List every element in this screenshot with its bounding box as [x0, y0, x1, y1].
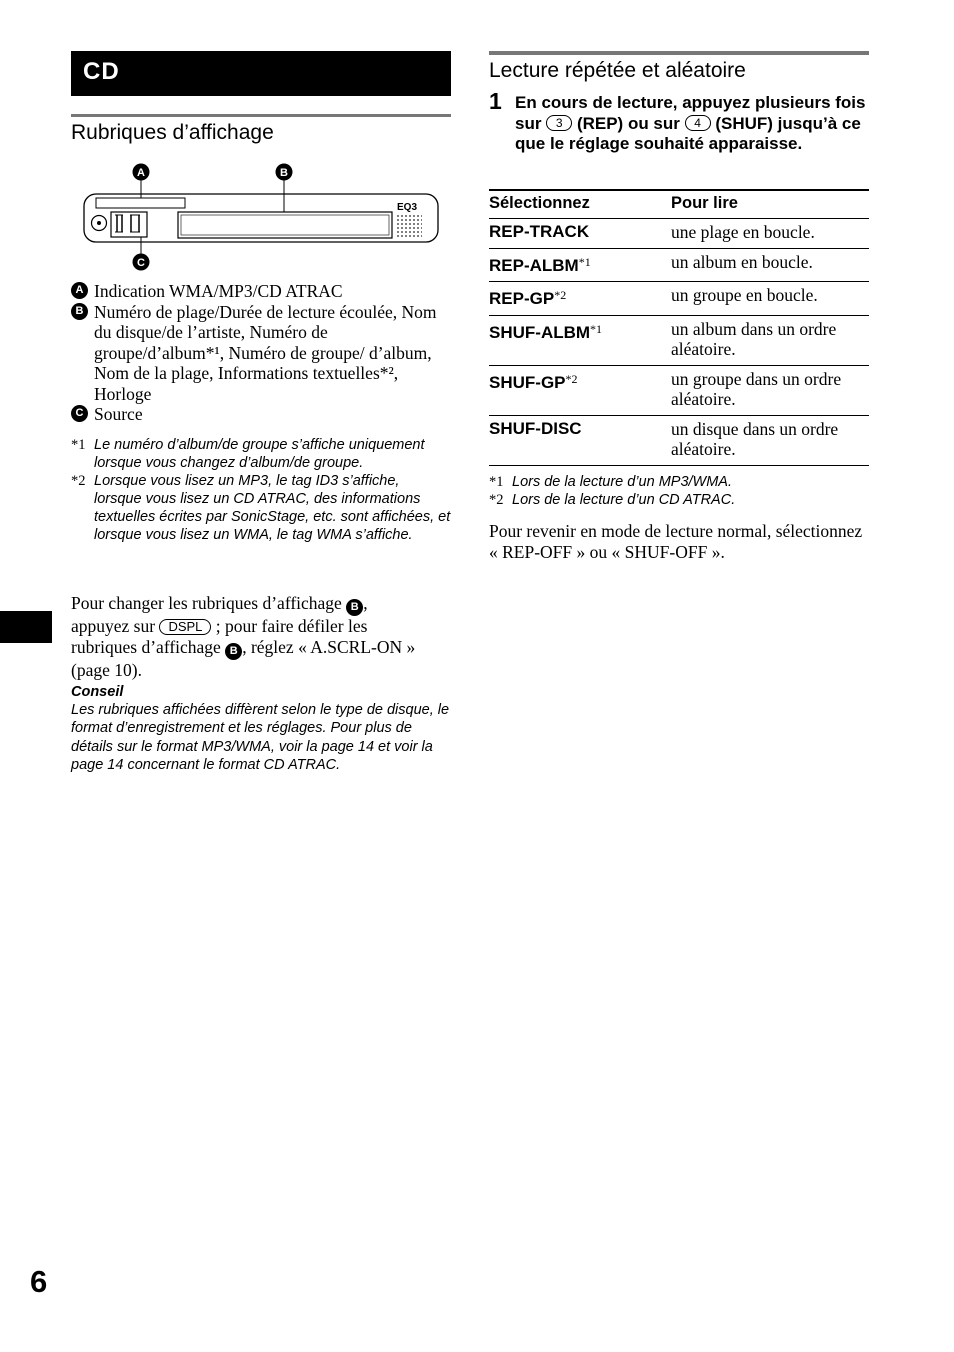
display-instruction	[71, 593, 416, 680]
display-diagram	[82, 160, 444, 272]
svg-text:A: A	[137, 167, 145, 179]
mode-cell: REP-ALBM$^{*1}$	[489, 248, 671, 282]
mode-cell: SHUF-DISC	[489, 415, 671, 465]
table-row	[489, 415, 869, 465]
description-cell: un groupe en boucle.	[671, 282, 869, 316]
description-cell: un disque dans un ordre aléatoire.	[671, 415, 869, 465]
mode-cell: SHUF-ALBM$^{*1}$	[489, 315, 671, 365]
marker-b: B	[225, 643, 242, 660]
instruction-text: Pour changer les rubriques d’affichage	[71, 593, 342, 613]
table-row	[489, 248, 869, 282]
tip-text: Les rubriques affichées diffèrent selon le type de disque, le format d’enregistrement et les réglages. Pour plus de détails sur le format MP3/WMA, voir la page 14 et voir la page 14 concernant le format CD ATRAC.	[71, 702, 450, 773]
description-cell: un album en boucle.	[671, 248, 869, 282]
repeat-shuffle-heading: Lecture répétée et aléatoire	[489, 59, 746, 82]
marker-b: B	[346, 599, 363, 616]
description-cell: un album dans un ordre aléatoire.	[671, 315, 869, 365]
footnote-mark: *1	[489, 474, 504, 490]
step-text-part: (REP) ou sur	[576, 113, 680, 133]
text-area	[178, 212, 392, 238]
play-mode-table	[489, 189, 869, 466]
mode-cell: SHUF-GP$^{*2}$	[489, 365, 671, 415]
footnote-mark: *2	[489, 492, 504, 508]
callout-b	[276, 164, 293, 181]
mode-cell: REP-TRACK	[489, 219, 671, 249]
table-row	[489, 219, 869, 249]
legend-item	[71, 302, 451, 405]
footnote-ref: *2	[554, 288, 567, 302]
svg-text:B: B	[280, 167, 288, 179]
marker-a: A	[71, 282, 88, 299]
footnote-text: Lorsque vous lisez un MP3, le tag ID3 s’affiche, lorsque vous lisez un CD ATRAC, des informations textuelles écrites par SonicStage, etc. sont affichées, et lorsque vous lisez un WMA, le tag WMA s’affiche.	[94, 473, 451, 543]
col-header-select: Sélectionnez	[489, 190, 671, 219]
callout-a	[133, 164, 150, 181]
footnote	[489, 473, 869, 491]
footnote	[489, 491, 869, 509]
step-text	[515, 93, 869, 155]
legend-item	[71, 281, 451, 302]
marker-b: B	[71, 303, 88, 320]
legend-text: Numéro de plage/Durée de lecture écoulée, Nom du disque/de l’artiste, Numéro de groupe/d’album*¹, Numéro de groupe/ d’album, Nom de la plage, Informations textuelles*², Horloge	[94, 301, 437, 404]
section-title: CD	[83, 58, 120, 85]
instruction-text: ; pour faire défiler les rubriques d’affichage	[71, 616, 368, 657]
instruction-text: , appuyez sur	[71, 593, 368, 636]
indication-strip	[96, 198, 185, 208]
table-header-row	[489, 190, 869, 219]
legend-text: Indication WMA/MP3/CD ATRAC	[94, 281, 343, 301]
display-legend	[71, 281, 451, 425]
description-cell: une plage en boucle.	[671, 219, 869, 249]
col-header-play: Pour lire	[671, 190, 869, 219]
step-text-part: (SHUF) jusqu’à ce que le réglage souhaité apparaisse.	[515, 113, 861, 153]
footnote-text: Lors de la lecture d’un MP3/WMA.	[512, 474, 733, 490]
dspl-key: DSPL	[159, 619, 211, 635]
legend-item	[71, 404, 451, 425]
heading-rule	[489, 51, 869, 55]
tip-box	[71, 683, 451, 774]
return-normal-text: Pour revenir en mode de lecture normal, sélectionnez « REP-OFF » ou « SHUF-OFF ».	[489, 521, 863, 562]
key-3: 3	[546, 115, 572, 131]
instruction-text: , réglez « A.SCRL-ON » (page 10).	[71, 636, 416, 680]
step-1	[489, 90, 869, 155]
key-4: 4	[685, 115, 711, 131]
footnote-text: Lors de la lecture d’un CD ATRAC.	[512, 492, 736, 508]
footnote	[71, 436, 451, 472]
footnote-ref: *1	[578, 254, 591, 269]
legend-text: Source	[94, 404, 143, 424]
right-footnotes	[489, 473, 869, 509]
footnote-ref: *1	[590, 321, 603, 336]
footnote-mark: *2	[71, 473, 86, 489]
marker-c: C	[71, 405, 88, 422]
tip-title: Conseil	[71, 684, 124, 700]
table-row	[489, 282, 869, 316]
step-text-part: En cours de lecture, appuyez plusieurs fois sur	[515, 93, 866, 133]
table-row	[489, 365, 869, 415]
footnote-mark: *1	[71, 437, 86, 453]
footnote-ref: *2	[565, 371, 578, 386]
left-footnotes	[71, 436, 451, 544]
footnote-text: Le numéro d’album/de groupe s’affiche uniquement lorsque vous changez d’album/de groupe.	[94, 437, 425, 471]
step-number: 1	[489, 88, 502, 114]
footnote	[71, 472, 451, 544]
table-row	[489, 315, 869, 365]
mode-cell: REP-GP$^{*2}$	[489, 282, 671, 316]
page-number: 6	[30, 1264, 48, 1299]
description-cell: un groupe dans un ordre aléatoire.	[671, 365, 869, 415]
section-banner	[71, 51, 451, 96]
svg-text:C: C	[137, 257, 145, 269]
display-items-heading: Rubriques d’affichage	[71, 121, 274, 144]
heading-rule	[71, 114, 451, 117]
chapter-tab	[0, 611, 52, 643]
callout-c	[133, 254, 150, 271]
eq-label: EQ3	[397, 202, 418, 213]
